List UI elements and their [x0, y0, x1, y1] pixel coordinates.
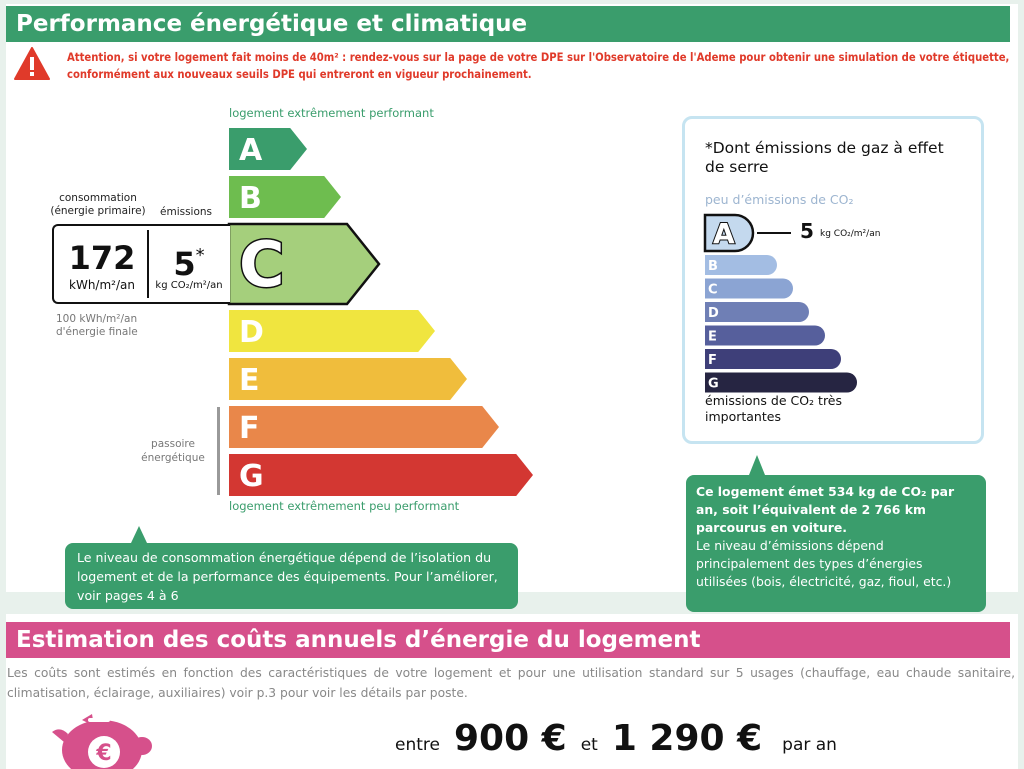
cost-max: 1 290 €: [611, 718, 763, 759]
ges-unit: kg CO₂/m²/an: [820, 229, 881, 239]
ges-low-label: peu d’émissions de CO₂: [705, 192, 854, 207]
cost-per-year: par an: [782, 735, 837, 755]
emissions-tooltip: [686, 475, 986, 612]
ges-box: [682, 116, 984, 444]
ges-class-e-bar: [705, 326, 825, 346]
emissions-star: *: [195, 245, 205, 266]
passoire-label: passoire énergétique: [141, 438, 205, 464]
consumption-label: consommation (énergie primaire): [50, 192, 146, 217]
ges-value: 5: [800, 219, 814, 243]
ges-class-e-letter: E: [708, 329, 717, 345]
energy-class-f-letter: F: [239, 411, 260, 446]
emissions-tooltip-bold: Ce logement émet 534 kg de CO₂ par an, soit l’équivalent de 2 766 km parcourus en voiture.: [696, 484, 955, 535]
ges-class-f-letter: F: [708, 353, 717, 368]
ges-high-label: émissions de CO₂ très importantes: [705, 393, 843, 424]
ges-class-c-letter: C: [708, 282, 718, 298]
ges-scale: [685, 119, 985, 399]
ges-class-d-letter: D: [708, 306, 719, 321]
ges-class-g-bar: [705, 373, 857, 393]
warning-text: Attention, si votre logement fait moins de 40m² : rendez-vous sur la page de votre DPE sur l'Observatoire de l'Ademe pour obtenir une simulation de votre étiquette, conformément aux nouveaux seuils DPE qui entreront en vigueur prochainement.: [67, 51, 1010, 81]
costs-title: Estimation des coûts annuels d’énergie du logement: [6, 622, 1010, 658]
top-performance-label: logement extrêmement performant: [229, 106, 434, 120]
final-energy-label: 100 kWh/m²/an d'énergie finale: [56, 313, 138, 338]
consumption-tooltip: Le niveau de consommation énergétique dépend de l’isolation du logement et de la performance des équipements. Pour l’améliorer, voir pages 4 à 6: [65, 543, 518, 609]
ges-class-c-bar: [705, 279, 793, 299]
emissions-value: 5: [173, 245, 196, 283]
energy-class-e-letter: E: [239, 363, 260, 398]
piggy-bank-euro-icon: [42, 712, 156, 769]
ges-title: *Dont émissions de gaz à effet de serre: [705, 139, 944, 176]
cost-min: 900 €: [453, 718, 567, 759]
emissions-tooltip-text: Le niveau d’émissions dépend principalement des types d’énergies utilisées (bois, électricité, gaz, fioul, etc.): [696, 538, 952, 589]
consumption-unit: kWh/m²/an: [69, 278, 135, 292]
emissions-unit: kg CO₂/m²/an: [155, 280, 223, 291]
ges-class-f-bar: [705, 349, 841, 369]
cost-range: [395, 718, 895, 768]
bottom-performance-label: logement extrêmement peu performant: [229, 499, 460, 513]
emissions-label: émissions: [160, 206, 213, 218]
costs-description: Les coûts sont estimés en fonction des caractéristiques de votre logement et pour une utilisation standard sur 5 usages (chauffage, eau chaude sanitaire, climatisation, éclairage, auxiliaires) voir p.3 pour voir les détails par poste.: [7, 666, 1015, 700]
energy-class-a-letter: A: [239, 133, 263, 168]
ges-class-a-letter: A: [713, 217, 735, 250]
ges-class-d-bar: [705, 302, 809, 322]
cost-and: et: [580, 735, 598, 755]
energy-class-c-letter: C: [239, 228, 285, 301]
performance-title: Performance énergétique et climatique: [6, 6, 1010, 42]
ges-class-b-letter: B: [708, 259, 718, 274]
consumption-value: 172: [68, 239, 136, 277]
svg-text:€: €: [96, 741, 112, 766]
ges-class-g-letter: G: [708, 376, 719, 392]
cost-between: entre: [395, 735, 440, 755]
energy-class-d-letter: D: [239, 315, 264, 350]
energy-class-g-letter: G: [239, 459, 264, 494]
energy-class-b-letter: B: [239, 181, 262, 216]
